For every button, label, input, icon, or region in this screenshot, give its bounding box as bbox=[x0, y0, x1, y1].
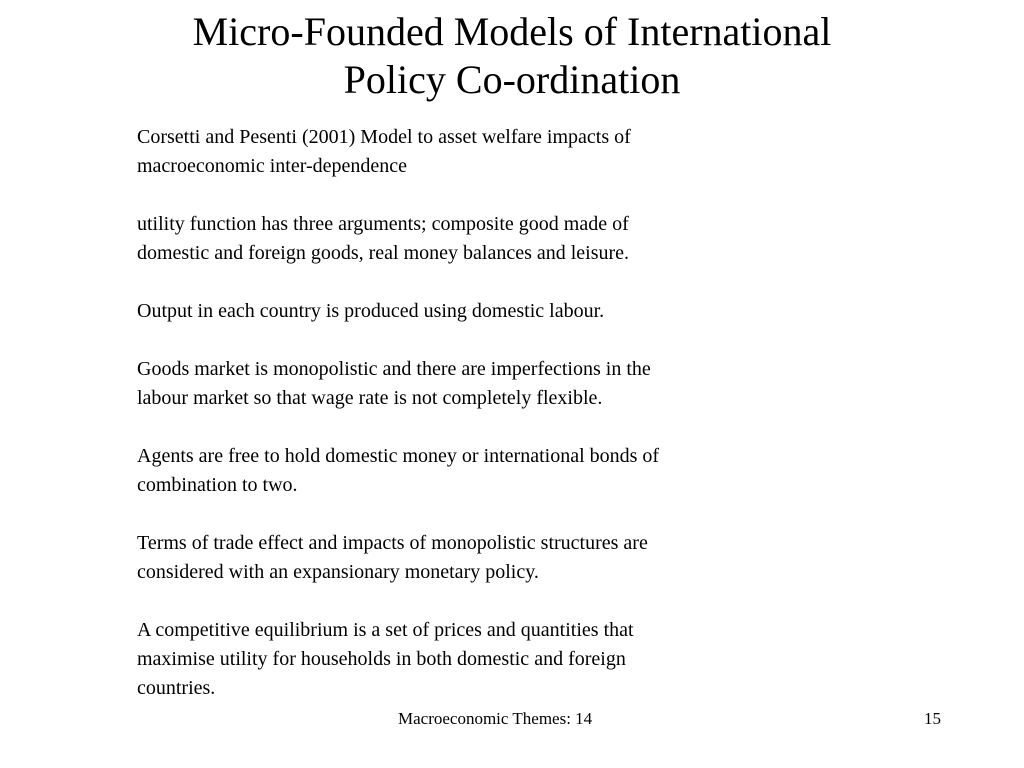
text-line: Agents are free to hold domestic money or international bonds of bbox=[137, 445, 660, 467]
text-line: A competitive equilibrium is a set of prices and quantities that bbox=[137, 619, 634, 641]
page-number: 15 bbox=[924, 709, 941, 728]
paragraph-model-intro bbox=[137, 123, 837, 181]
slide-title bbox=[0, 8, 1024, 104]
slide-title-line: Micro-Founded Models of International bbox=[192, 9, 832, 54]
text-line: macroeconomic inter-dependence bbox=[137, 155, 408, 177]
text-line: considered with an expansionary monetary policy. bbox=[137, 561, 539, 583]
text-line: labour market so that wage rate is not completely flexible. bbox=[137, 387, 603, 409]
text-line: countries. bbox=[137, 677, 216, 699]
text-line: combination to two. bbox=[137, 474, 298, 496]
slide-title-line: Policy Co-ordination bbox=[343, 57, 681, 102]
text-line: Goods market is monopolistic and there are imperfections in the bbox=[137, 358, 651, 380]
text-line: utility function has three arguments; composite good made of bbox=[137, 213, 629, 235]
paragraph-goods-market bbox=[137, 355, 837, 413]
text-line: Terms of trade effect and impacts of monopolistic structures are bbox=[137, 532, 648, 554]
slide-body bbox=[137, 123, 837, 703]
paragraph-output bbox=[137, 297, 837, 326]
footer-text: Macroeconomic Themes: 14 bbox=[398, 709, 593, 728]
paragraph-equilibrium bbox=[137, 616, 837, 703]
text-line: Output in each country is produced using domestic labour. bbox=[137, 300, 605, 322]
paragraph-agents bbox=[137, 442, 837, 500]
text-line: domestic and foreign goods, real money balances and leisure. bbox=[137, 242, 630, 264]
text-line: Corsetti and Pesenti (2001) Model to asset welfare impacts of bbox=[137, 126, 631, 148]
paragraph-terms-of-trade bbox=[137, 529, 837, 587]
text-line: maximise utility for households in both domestic and foreign bbox=[137, 648, 626, 670]
paragraph-utility-function bbox=[137, 210, 837, 268]
